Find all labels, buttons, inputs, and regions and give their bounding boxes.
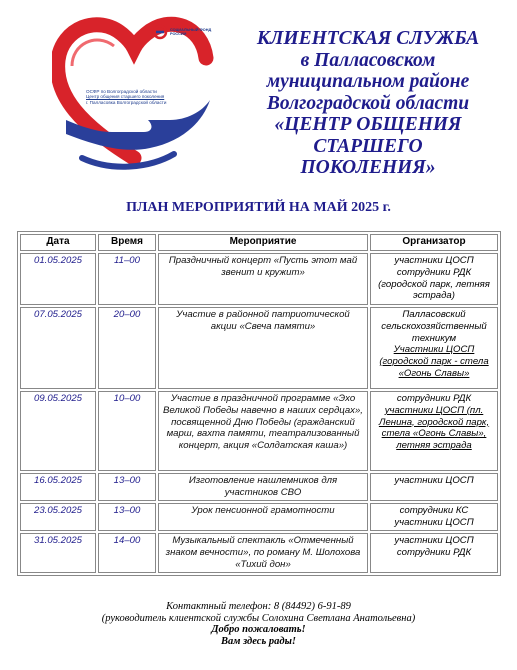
column-header-organizer: Организатор (370, 234, 498, 251)
organizer-line: участники ЦОСП (394, 516, 474, 528)
logo-caption-line: Центр общения старшего поколения (86, 94, 165, 100)
row-event: Изготовление нашлемников для участников СВО (158, 473, 368, 501)
row-organizer (370, 307, 498, 389)
row-date: 16.05.2025 (20, 473, 96, 501)
organizer-line: сотрудники РДК (396, 546, 472, 558)
organizer-line: летняя эстрада (396, 440, 472, 452)
title-line: ПОКОЛЕНИЯ» (300, 157, 436, 178)
row-date: 23.05.2025 (20, 503, 96, 531)
title-line: Волгоградской области (266, 92, 470, 114)
organizer-line: (городской парк, летняя эстрада) (378, 278, 490, 302)
table-row (20, 503, 498, 531)
organizer-line: Палласовский сельскохозяйственный техникум (381, 309, 487, 344)
row-time: 14–00 (98, 533, 156, 573)
row-date: 09.05.2025 (20, 391, 96, 471)
logo (52, 8, 216, 180)
table-row (20, 307, 498, 389)
organizer-line: сотрудники РДК (396, 266, 472, 278)
column-header-time: Время (98, 234, 156, 251)
column-header-date: Дата (20, 234, 96, 251)
row-organizer (370, 253, 498, 305)
table-header-row (20, 234, 498, 251)
organizer-line: участники ЦОСП (394, 535, 474, 546)
page-title (236, 28, 500, 179)
organizer-line: сотрудники РДК (396, 393, 472, 404)
row-event: Праздничный концерт «Пусть этот май звенит и кружит» (158, 253, 368, 305)
row-organizer (370, 533, 498, 573)
organizer-line: сотрудники КС (399, 505, 469, 516)
row-event: Участие в районной патриотической акции «Свеча памяти» (158, 307, 368, 389)
title-line: муниципальном районе (266, 71, 470, 92)
row-event: Участие в праздничной программе «Эхо Великой Победы навечно в наших сердцах», посвященной Дню Победы (гражданский марш, вахта памяти, театрализованный концерт, акция «Солдатская каша») (158, 391, 368, 471)
table-row (20, 533, 498, 573)
service-head: (руководитель клиентской службы Солохина Светлана Анатольевна) (101, 612, 416, 624)
sfr-logo-text: СОЦИАЛЬНЫЙ ФОНД РОССИИ (170, 28, 212, 37)
organizer-line: участники ЦОСП (пл. Ленина, городской парк, стела «Огонь Славы», (378, 404, 490, 440)
row-date: 31.05.2025 (20, 533, 96, 573)
title-line: СТАРШЕГО (313, 135, 423, 157)
logo-caption-line: ОСФР по Волгоградской области (86, 89, 157, 94)
row-time: 10–00 (98, 391, 156, 471)
row-event: Урок пенсионной грамотности (158, 503, 368, 531)
plan-title: ПЛАН МЕРОПРИЯТИЙ НА МАЙ 2025 г. (126, 200, 391, 215)
logo-caption (86, 89, 208, 105)
table-row (20, 253, 498, 305)
row-time: 13–00 (98, 503, 156, 531)
footer (0, 601, 517, 647)
row-event: Музыкальный спектакль «Отмеченный знаком вечности», по роману М. Шолохова «Тихий дон» (158, 533, 368, 573)
table-row (20, 473, 498, 501)
organizer-line: участники ЦОСП (394, 475, 474, 486)
row-date: 07.05.2025 (20, 307, 96, 389)
row-time: 20–00 (98, 307, 156, 389)
organizer-line: (городской парк - стела «Огонь Славы» (379, 356, 489, 379)
row-time: 11–00 (98, 253, 156, 305)
events-table (17, 231, 501, 576)
organizer-line: участники ЦОСП (394, 255, 474, 266)
organizer-line: Участники ЦОСП (393, 344, 475, 356)
row-time: 13–00 (98, 473, 156, 501)
table-row (20, 391, 498, 471)
column-header-event: Мероприятие (158, 234, 368, 251)
welcome-text: Добро пожаловать! (211, 624, 306, 635)
logo-caption-line: г. Палласовка Волгоградской области (86, 99, 167, 105)
glad-text: Вам здесь рады! (221, 635, 296, 647)
row-date: 01.05.2025 (20, 253, 96, 305)
title-line: в Палласовском (300, 49, 436, 71)
row-organizer (370, 503, 498, 531)
row-organizer (370, 473, 498, 501)
contact-phone: Контактный телефон: 8 (84492) 6-91-89 (166, 601, 351, 612)
title-line: «ЦЕНТР ОБЩЕНИЯ (274, 114, 462, 135)
title-line: КЛИЕНТСКАЯ СЛУЖБА (256, 28, 480, 49)
row-organizer (370, 391, 498, 471)
